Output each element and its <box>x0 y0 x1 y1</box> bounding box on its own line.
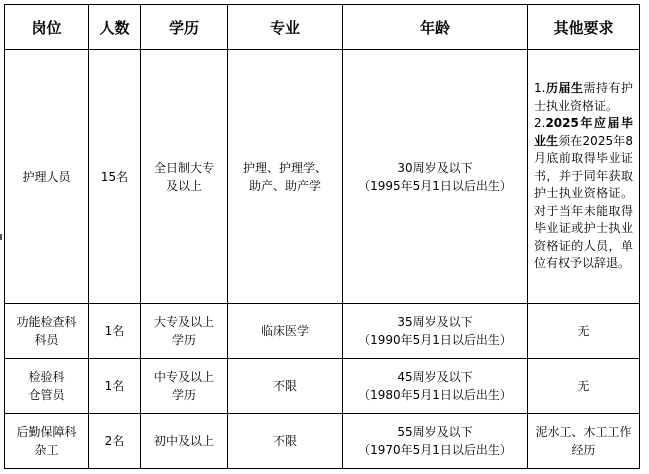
cell-age: 30周岁及以下 （1995年5月1日以后出生） <box>343 50 528 304</box>
cell-education: 初中及以上 <box>141 414 228 469</box>
req-2-text: 须在2025年8月底前取得毕业证书，并于同年获取护士执业资格证。对于当年未能取得毕业证或护士执业资格证的人员，单位有权予以辞退。 <box>534 133 633 271</box>
cell-position: 功能检查科 科员 <box>5 304 89 359</box>
header-education: 学历 <box>141 5 228 50</box>
recruitment-table <box>4 4 640 469</box>
table-row <box>5 50 640 304</box>
cell-count: 15名 <box>89 50 141 304</box>
cell-count: 1名 <box>89 359 141 414</box>
req-1-text: 需持有护士执业资格证。 <box>534 81 633 113</box>
req-2-bold: 2025年应届毕业生 <box>534 116 633 148</box>
table-row <box>5 414 640 469</box>
cell-age: 55周岁及以下 （1970年5月1日以后出生） <box>343 414 528 469</box>
cell-age: 45周岁及以下 （1980年5月1日以后出生） <box>343 359 528 414</box>
cell-major: 临床医学 <box>228 304 343 359</box>
cell-education: 大专及以上 学历 <box>141 304 228 359</box>
cell-major: 护理、护理学、 助产、助产学 <box>228 50 343 304</box>
cell-other-requirements <box>528 50 640 304</box>
recruitment-table-wrapper <box>4 4 639 469</box>
header-other: 其他要求 <box>528 5 640 50</box>
header-age: 年龄 <box>343 5 528 50</box>
cell-position: 检验科 仓管员 <box>5 359 89 414</box>
header-count: 人数 <box>89 5 141 50</box>
req-1-bold: 历届生 <box>545 81 584 96</box>
cell-major: 不限 <box>228 414 343 469</box>
table-row <box>5 359 640 414</box>
cell-education: 中专及以上 学历 <box>141 359 228 414</box>
cell-other-requirements: 无 <box>528 359 640 414</box>
cell-count: 2名 <box>89 414 141 469</box>
req-2-number: 2. <box>534 116 546 131</box>
header-row <box>5 5 640 50</box>
margin-mark <box>0 234 2 240</box>
cell-major: 不限 <box>228 359 343 414</box>
cell-position: 后勤保障科 杂工 <box>5 414 89 469</box>
table-row <box>5 304 640 359</box>
cell-other-requirements: 泥水工、木工工作 经历 <box>528 414 640 469</box>
cell-count: 1名 <box>89 304 141 359</box>
cell-education: 全日制大专 及以上 <box>141 50 228 304</box>
header-major: 专业 <box>228 5 343 50</box>
cell-position: 护理人员 <box>5 50 89 304</box>
cell-age: 35周岁及以下 （1990年5月1日以后出生） <box>343 304 528 359</box>
header-position: 岗位 <box>5 5 89 50</box>
cell-other-requirements: 无 <box>528 304 640 359</box>
req-1-number: 1. <box>534 81 546 96</box>
